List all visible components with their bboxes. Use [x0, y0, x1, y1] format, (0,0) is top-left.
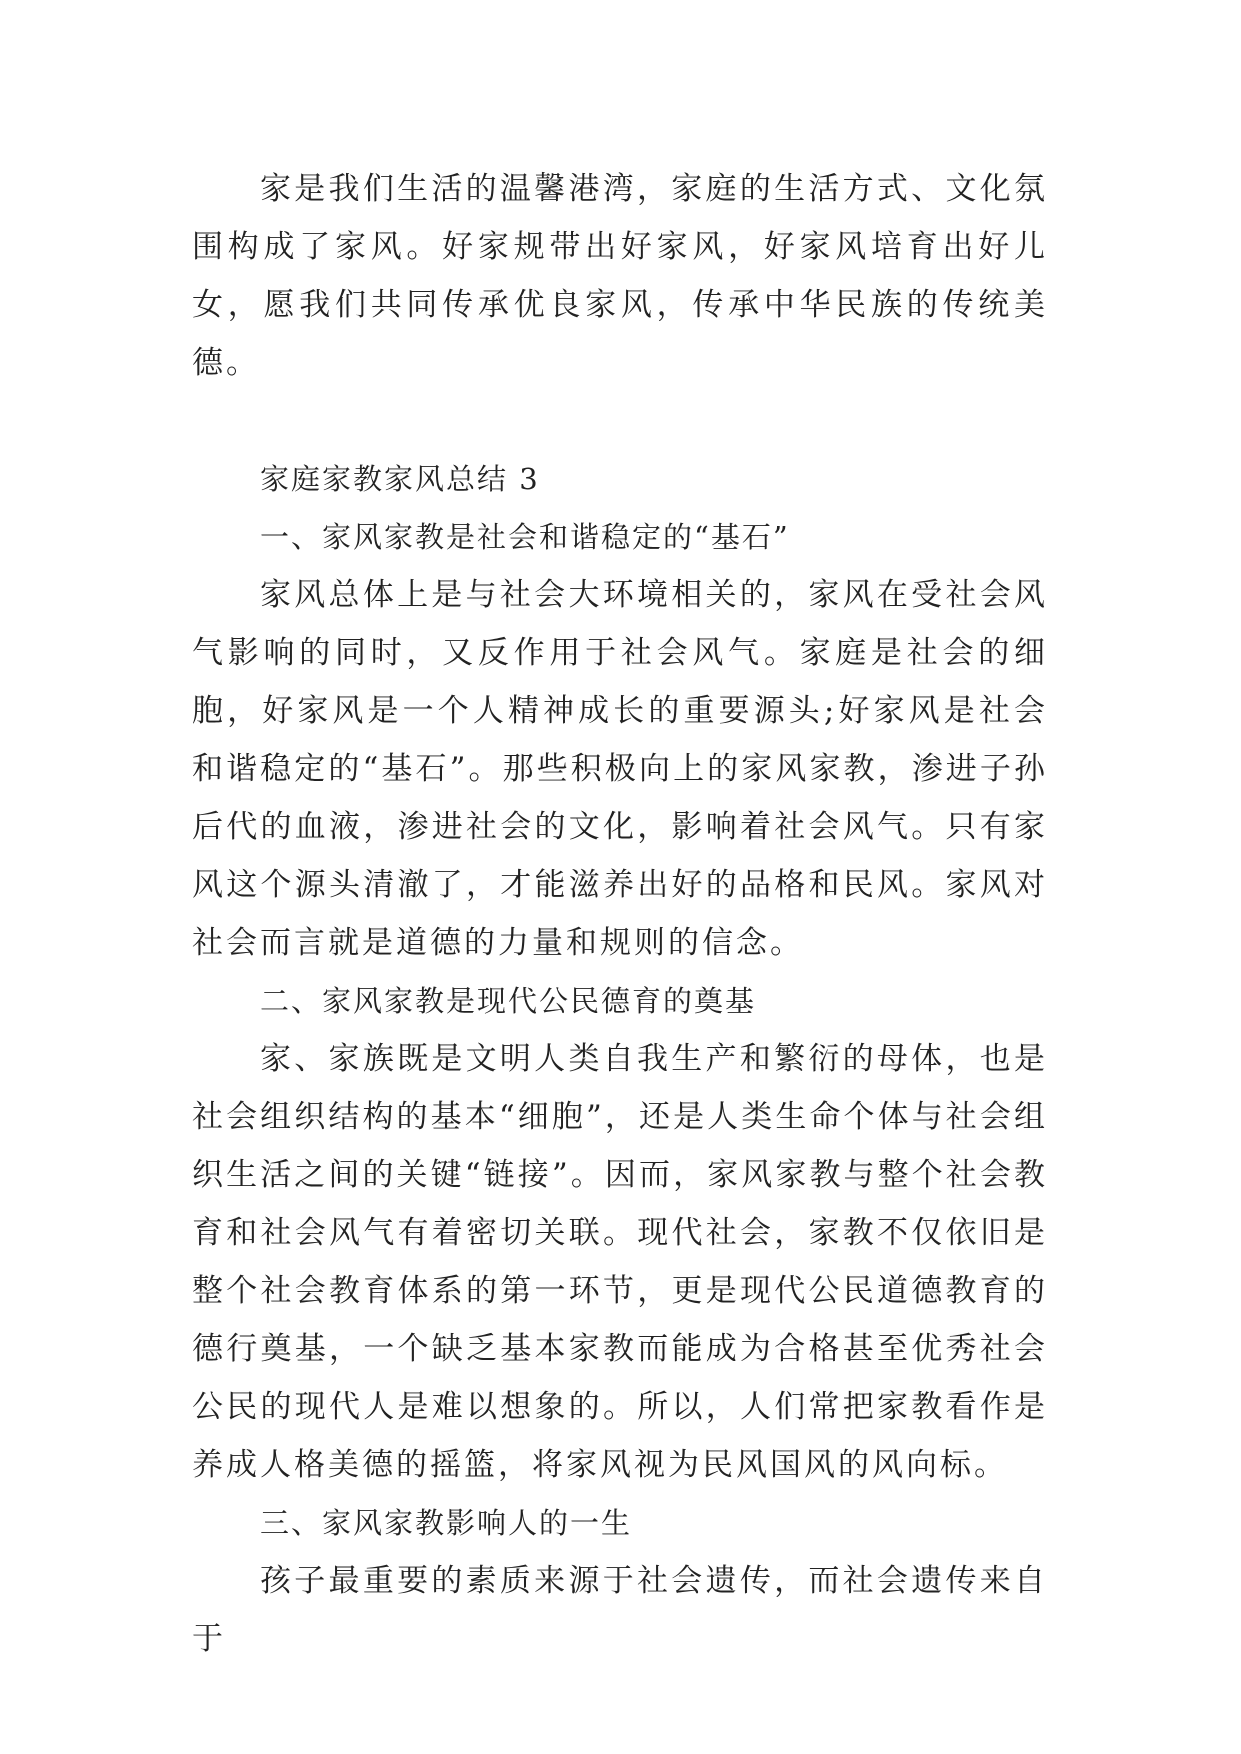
section-title: 家庭家教家风总结 3: [260, 462, 540, 496]
heading-one: 一、家风家教是社会和谐稳定的“基石”: [260, 520, 790, 554]
heading-two: 二、家风家教是现代公民德育的奠基: [260, 984, 757, 1018]
intro-paragraph: 家是我们生活的温馨港湾，家庭的生活方式、文化氛围构成了家风。好家规带出好家风，好家风培育出好儿女，愿我们共同传承优良家风，传承中华民族的传统美德。: [192, 171, 1048, 381]
document-page: [192, 160, 1048, 1668]
paragraph-one: 家风总体上是与社会大环境相关的，家风在受社会风气影响的同时，又反作用于社会风气。家庭是社会的细胞，好家风是一个人精神成长的重要源头;好家风是社会和谐稳定的“基石”。那些积极向上的家风家教，渗进子孙后代的血液，渗进社会的文化，影响着社会风气。只有家风这个源头清澈了，才能滋养出好的品格和民风。家风对社会而言就是道德的力量和规则的信念。: [192, 577, 1048, 961]
paragraph-three: 孩子最重要的素质来源于社会遗传，而社会遗传来自于: [192, 1563, 1048, 1657]
heading-three: 三、家风家教影响人的一生: [260, 1506, 633, 1540]
paragraph-two: 家、家族既是文明人类自我生产和繁衍的母体，也是社会组织结构的基本“细胞”，还是人类生命个体与社会组织生活之间的关键“链接”。因而，家风家教与整个社会教育和社会风气有着密切关联。现代社会，家教不仅依旧是整个社会教育体系的第一环节，更是现代公民道德教育的德行奠基，一个缺乏基本家教而能成为合格甚至优秀社会公民的现代人是难以想象的。所以，人们常把家教看作是养成人格美德的摇篮，将家风视为民风国风的风向标。: [192, 1041, 1048, 1483]
